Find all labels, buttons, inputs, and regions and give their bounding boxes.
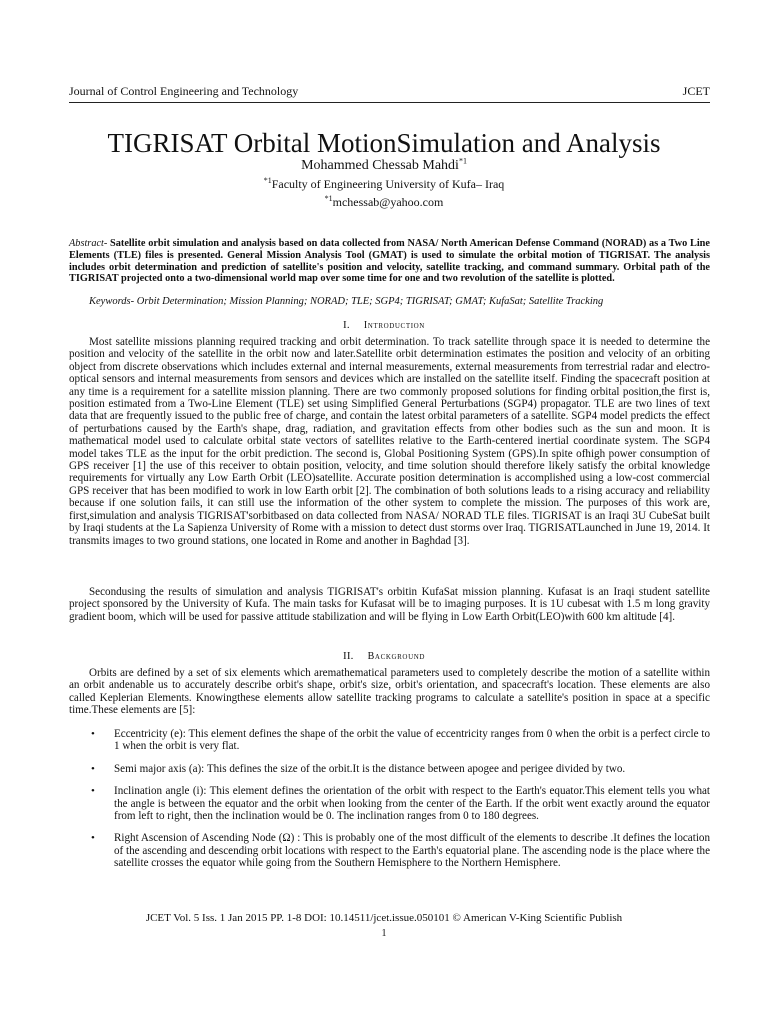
affiliation-line	[0, 176, 768, 192]
author-name: Mohammed Chessab Mahdi	[301, 158, 459, 173]
background-paragraph-1: Orbits are defined by a set of six elements which aremathematical parameters used to completely describe the motion of a satellite within an orbit andenable us to accurately describe orbit's shape, orbit's size, orbit's orientation, and spacecraft's location. These elements are also called Keplerian Elements. Knowingthese elements allow satellite tracking programs to calculate a satellite's position in space at a specific time.These elements are [5]:	[69, 667, 710, 717]
intro-paragraph-1: Most satellite missions planning required tracking and orbit determination. To track satellite through space it is needed to determine the position and velocity of the satellite in the orbit now and later.Satellite orbit determination estimates the position and velocity of an orbiting object from discrete observations which includes external and internal measurements, external measurements from terrestrial radar and electro-optical sensors and internal measurements from sensors and devices which are installed on the satellite itself. Finding the spacecraft position at any time is a requirement for a satellite mission planning. There are two commonly proposed solutions for finding orbital position,the first is, position estimated from a Two-Line Element (TLE) set using Simplified General Perturbations (SGP4) propagator. TLE are two lines of text data that are frequently issued to the public free of charge, and contain the latest orbital parameters of a satellite. SGP4 model predicts the effect of perturbations caused by the Earth's shape, drag, radiation, and gravitation effects from other bodies such as the sun and moon. It is mathematical model used to calculate orbital state vectors of satellites relative to the Earth-centered inertial coordinate system. The SGP4 model takes TLE as the input for the orbit prediction. The second is, Global Positioning System (GPS).In spite ofhigh power consumption of GPS receiver [1] the use of this receiver to obtain position, velocity, and time solution should therefore likely satisfy the orbital knowledge requirements for virtually any Low Earth Orbit (LEO)satellite. Accurate position determination is accomplished using a low-cost commercial GPS receiver that has been modified to work in low Earth orbit [2]. The combination of both solutions leads to a rising accuracy and reliability because if one solution fails, it can still use the information of the other system to complete the mission. The purposes of this work are, first,simulation and analysis TIGRISAT'sorbitbased on data collected from NASA/ NORAD TLE files. TIGRISAT is an Iraqi 3U CubeSat built by Iraqi students at the La Sapienza University of Rome with a mission to detect dust storms over Iraq. TIGRISATLaunched in June 19, 2014. It transmits images to two ground stations, one located in Rome and another in Baghdad [3].	[69, 336, 710, 547]
section-heading-introduction	[0, 318, 768, 333]
orbital-elements-list	[69, 728, 710, 880]
affiliation: Faculty of Engineering University of Kufa– Iraq	[271, 177, 505, 191]
abstract-lead: Abstract-	[69, 238, 108, 249]
bullet-icon: •	[91, 832, 95, 845]
list-item-text: Semi major axis (a): This defines the size of the orbit.It is the distance between apogee and perigee divided by two.	[114, 762, 626, 775]
bullet-icon: •	[91, 762, 95, 775]
section-title: Introduction	[363, 320, 425, 331]
section-number: II.	[342, 650, 354, 662]
author-line	[0, 158, 768, 174]
paper-title: TIGRISAT Orbital MotionSimulation and Analysis	[107, 128, 661, 158]
list-item	[69, 763, 710, 775]
journal-name: Journal of Control Engineering and Technology	[69, 84, 299, 98]
author-superscript: *1	[458, 156, 467, 166]
list-item	[69, 832, 710, 869]
intro-paragraph-2: Secondusing the results of simulation and analysis TIGRISAT's orbitin KufaSat mission planning. Kufasat is an Iraqi student satellite project sponsored by the University of Kufa. The main tasks for Kufasat will be to imaging purposes. It is 1U cubesat with 1.5 m long gravity gradient boom, which will be used for passive attitude stabilization and will be flying in Low Earth Orbit(LEO)with 600 km altitude [4].	[69, 586, 710, 623]
keywords: Keywords- Orbit Determination; Mission Planning; NORAD; TLE; SGP4; TIGRISAT; GMAT; KufaSat; Satellite Tracking	[89, 296, 604, 307]
list-item-text: Inclination angle (i): This element defines the orientation of the orbit with respect to the Earth's equator.This element tells you what the angle is between the equator and the orbit when looking from the center of the Earth. If the orbit went exactly around the equator from left to right, then the inclination would be 0. The inclination ranges from 0 to 180 degrees.	[114, 785, 710, 823]
bullet-icon: •	[91, 785, 95, 798]
section-heading-background	[0, 649, 768, 664]
email-superscript: *1	[324, 194, 333, 203]
abstract-body: Satellite orbit simulation and analysis based on data collected from NASA/ North American Defense Command (NORAD) as a Two Line Elements (TLE) files is presented. General Mission Analysis Tool (GMAT) is used to simulate the orbital motion of TIGRISAT. The analysis includes orbit determination and prediction of satellite's position and velocity, satellite tracking, and command summary. Orbital path of the TIGRISAT projected onto a two-dimensional world map over some time for one and two revolution of the satellite is plotted.	[69, 238, 710, 285]
bullet-icon: •	[91, 728, 95, 740]
affiliation-superscript: *1	[263, 176, 272, 185]
section-number: I.	[343, 319, 350, 331]
journal-abbrev: JCET	[682, 84, 710, 98]
list-item-text: Eccentricity (e): This element defines the shape of the orbit the value of eccentricity ranges from 0 when the orbit is a perfect circle to 1 when the orbit is very flat.	[114, 728, 710, 753]
list-item	[69, 728, 710, 753]
running-header	[69, 84, 710, 103]
abstract	[69, 238, 710, 285]
email-line	[0, 194, 768, 210]
section-title: Background	[367, 651, 426, 662]
page-number: 1	[381, 928, 387, 939]
footer-citation: JCET Vol. 5 Iss. 1 Jan 2015 PP. 1-8 DOI: 10.14511/jcet.issue.050101 © American V-King Scientific Publish	[145, 912, 623, 924]
email: mchessab@yahoo.com	[332, 195, 444, 209]
list-item	[69, 785, 710, 822]
list-item-text: Right Ascension of Ascending Node (Ω) : This is probably one of the most difficult of the elements to describe .It defines the location of the ascending and descending orbit locations with respect to the Earth's equatorial plane. The ascending node is the place where the satellite crosses the equator while going from the Southern Hemisphere to the Northern Hemisphere.	[114, 832, 710, 870]
